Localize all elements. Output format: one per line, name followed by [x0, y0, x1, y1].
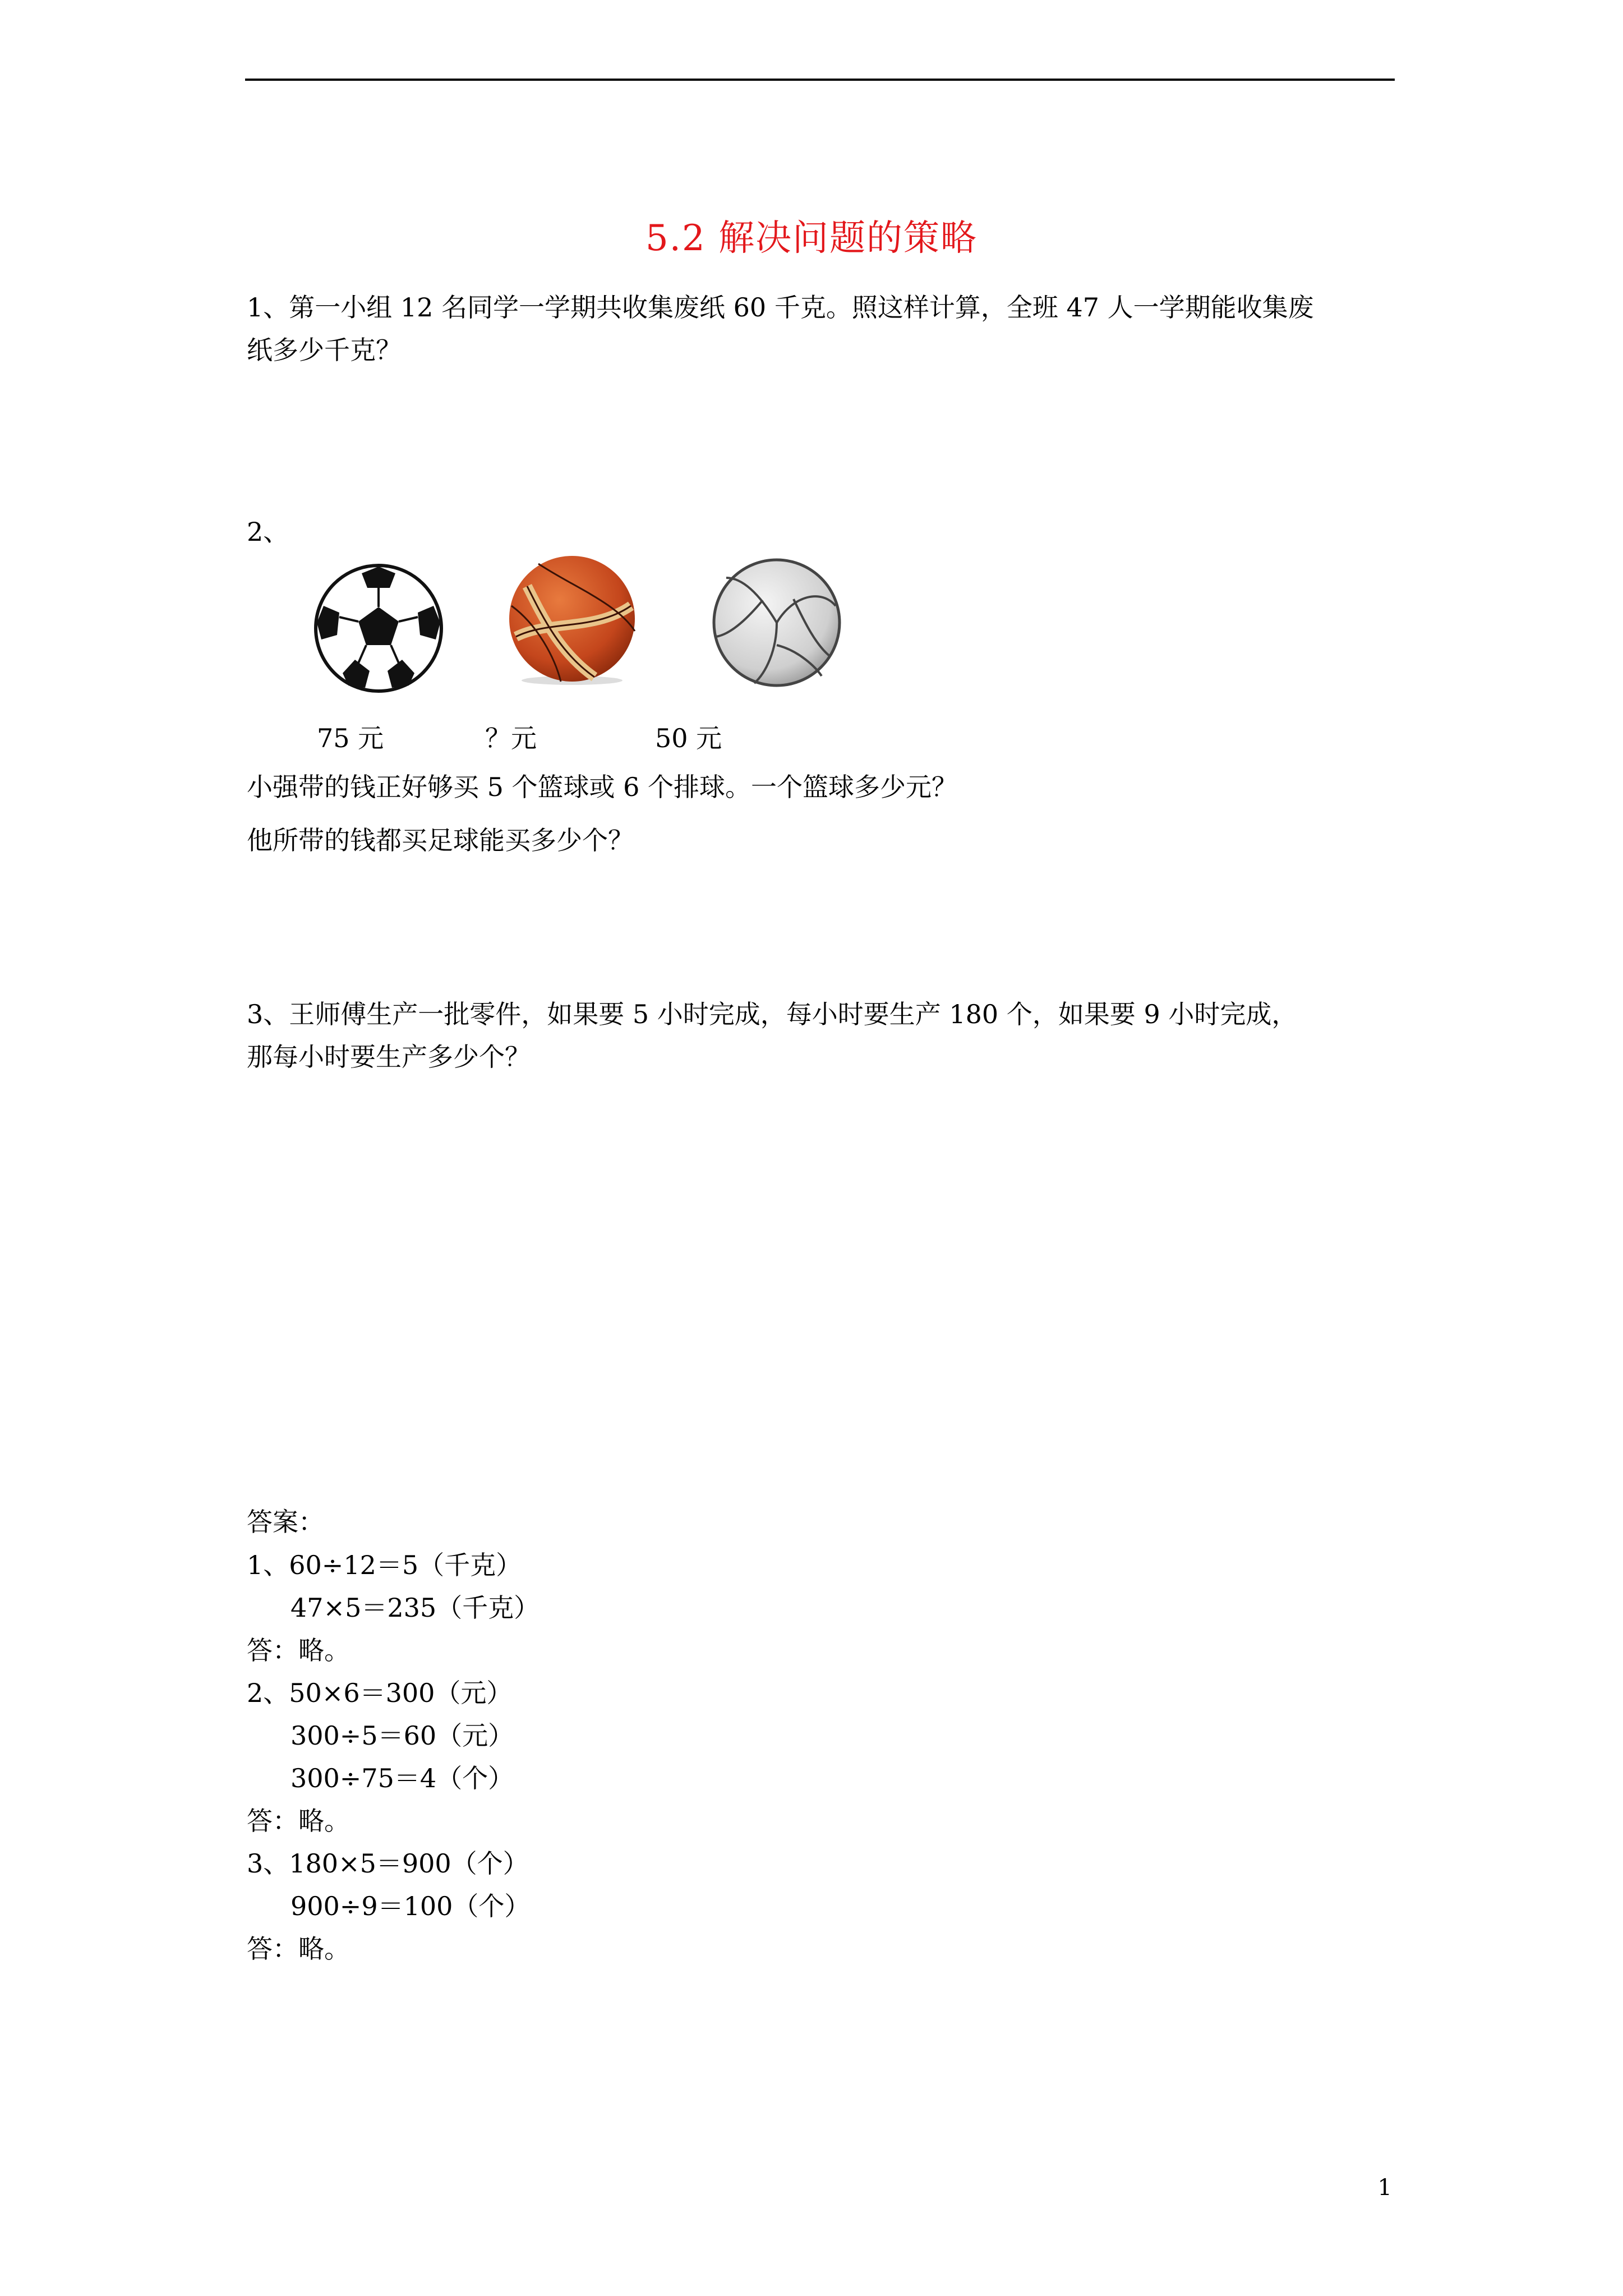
page-number: 1 [1377, 2175, 1392, 2201]
basketball-price: ？元 [485, 723, 537, 753]
answer-3-line-1: 3、180×5＝900（个） [247, 1848, 529, 1879]
answer-2-line-3: 300÷75＝4（个） [291, 1763, 514, 1793]
answer-1-line-1: 1、60÷12＝5（千克） [247, 1550, 522, 1580]
question-3-line-2: 那每小时要生产多少个？ [247, 1042, 531, 1072]
basketball-image [505, 553, 639, 687]
answer-1-note: 答：略。 [247, 1635, 350, 1665]
answer-2-note: 答：略。 [247, 1806, 350, 1836]
volleyball-price: 50 元 [655, 723, 722, 753]
answer-3-note: 答：略。 [247, 1934, 350, 1964]
soccer-ball-image [311, 561, 446, 696]
question-1-line-2: 纸多少千克？ [247, 335, 402, 365]
question-2-line-2: 他所带的钱都买足球能买多少个？ [247, 825, 634, 855]
answers-heading: 答案： [247, 1507, 324, 1537]
question-1-line-1: 1、第一小组 12 名同学一学期共收集废纸 60 千克。照这样计算，全班 47 人一学期能收集废 [247, 292, 1314, 323]
page-title: 5.2 解决问题的策略 [645, 218, 978, 259]
header-rule [245, 79, 1395, 81]
answer-1-line-2: 47×5＝235（千克） [291, 1593, 540, 1623]
volleyball-image [709, 555, 844, 690]
soccer-ball-price: 75 元 [317, 723, 384, 753]
answer-3-line-2: 900÷9＝100（个） [291, 1891, 531, 1921]
question-2-line-1: 小强带的钱正好够买 5 个篮球或 6 个排球。一个篮球多少元？ [247, 772, 958, 802]
answer-2-line-1: 2、50×6＝300（元） [247, 1678, 513, 1708]
question-2-number: 2、 [247, 517, 289, 547]
answer-2-line-2: 300÷5＝60（元） [291, 1720, 514, 1751]
question-3-line-1: 3、王师傅生产一批零件，如果要 5 小时完成，每小时要生产 180 个，如果要 9 小时完成， [247, 999, 1298, 1029]
